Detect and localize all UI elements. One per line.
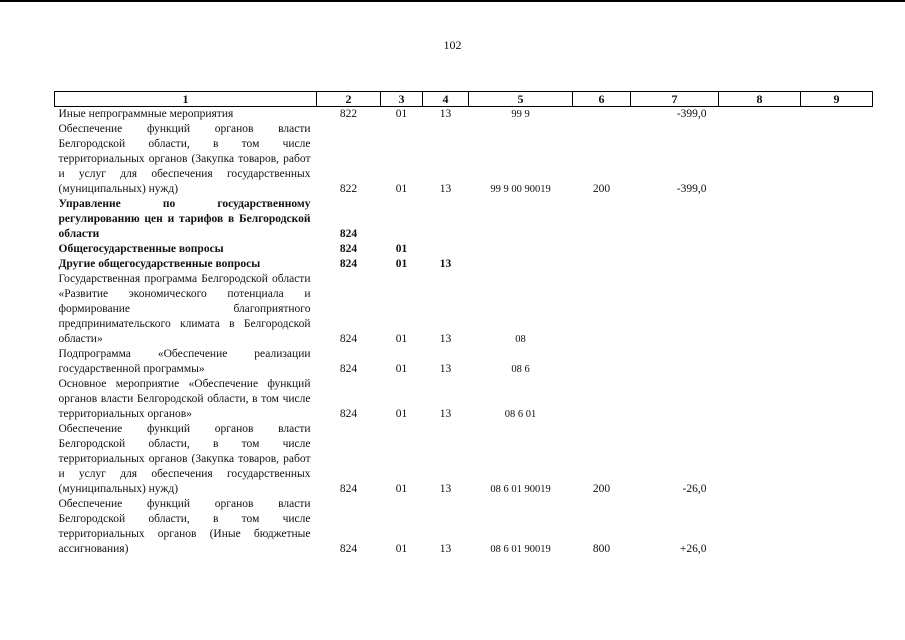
cell-section: 01 bbox=[395, 363, 408, 375]
cell-target bbox=[469, 242, 573, 257]
cell-target: 99 9 00 90019 bbox=[490, 184, 551, 195]
cell-subsection: 13 bbox=[439, 363, 452, 375]
cell-col9 bbox=[801, 122, 873, 197]
col-header-1: 1 bbox=[55, 92, 317, 107]
col-header-8: 8 bbox=[719, 92, 801, 107]
cell-ministry: 824 bbox=[339, 258, 358, 270]
cell-expense bbox=[573, 377, 631, 422]
cell-ministry: 824 bbox=[339, 363, 358, 375]
cell-name: Основное мероприятие «Обеспечение функций органов власти Белгородской области, в том числе территориальных органов» bbox=[58, 378, 311, 420]
cell-expense bbox=[573, 197, 631, 242]
cell-ministry: 824 bbox=[339, 483, 358, 495]
cell-col8 bbox=[719, 257, 801, 272]
cell-col8 bbox=[719, 197, 801, 242]
cell-col9 bbox=[801, 497, 873, 557]
col-header-9: 9 bbox=[801, 92, 873, 107]
col-header-3: 3 bbox=[381, 92, 423, 107]
cell-target: 99 9 bbox=[511, 109, 530, 120]
cell-target: 08 6 01 90019 bbox=[490, 544, 551, 555]
cell-subsection: 13 bbox=[439, 483, 452, 495]
cell-amount bbox=[631, 257, 719, 272]
cell-expense: 200 bbox=[592, 183, 611, 195]
cell-expense: 200 bbox=[592, 483, 611, 495]
table-row bbox=[55, 257, 873, 272]
cell-subsection bbox=[423, 242, 469, 257]
cell-amount bbox=[631, 377, 719, 422]
table-row bbox=[55, 122, 873, 197]
cell-subsection: 13 bbox=[439, 333, 452, 345]
cell-col9 bbox=[801, 242, 873, 257]
cell-target: 08 bbox=[515, 334, 526, 345]
cell-subsection: 13 bbox=[439, 183, 452, 195]
cell-name: Обеспечение функций органов власти Белгородской области, в том числе территориальных органов (Иные бюджетные ассигнования) bbox=[58, 498, 311, 555]
cell-section: 01 bbox=[395, 183, 408, 195]
cell-section bbox=[381, 197, 423, 242]
cell-subsection: 13 bbox=[439, 408, 452, 420]
cell-name: Иные непрограммные мероприятия bbox=[58, 108, 234, 120]
cell-section: 01 bbox=[395, 408, 408, 420]
cell-expense bbox=[573, 257, 631, 272]
cell-expense bbox=[573, 242, 631, 257]
cell-ministry: 822 bbox=[339, 183, 358, 195]
cell-expense bbox=[573, 272, 631, 347]
cell-col8 bbox=[719, 122, 801, 197]
cell-expense: 800 bbox=[592, 543, 611, 555]
col-header-2: 2 bbox=[317, 92, 381, 107]
cell-col8 bbox=[719, 347, 801, 377]
cell-col8 bbox=[719, 107, 801, 123]
cell-section: 01 bbox=[395, 243, 408, 255]
budget-table bbox=[54, 91, 873, 557]
cell-col8 bbox=[719, 242, 801, 257]
table-row bbox=[55, 497, 873, 557]
cell-col9 bbox=[801, 272, 873, 347]
cell-col9 bbox=[801, 257, 873, 272]
cell-subsection: 13 bbox=[439, 258, 452, 270]
cell-target: 08 6 01 90019 bbox=[490, 484, 551, 495]
cell-target: 08 6 bbox=[511, 364, 530, 375]
cell-section: 01 bbox=[395, 258, 408, 270]
cell-name: Обеспечение функций органов власти Белгородской области, в том числе территориальных органов (Закупка товаров, работ и услуг для обеспечения государственных (муниципальных) нужд) bbox=[58, 423, 311, 495]
cell-section: 01 bbox=[395, 333, 408, 345]
cell-name: Общегосударственные вопросы bbox=[58, 243, 224, 255]
cell-col9 bbox=[801, 107, 873, 123]
col-header-4: 4 bbox=[423, 92, 469, 107]
table-row bbox=[55, 197, 873, 242]
cell-ministry: 822 bbox=[339, 108, 358, 120]
cell-name: Управление по государственному регулированию цен и тарифов в Белгородской области bbox=[58, 198, 311, 240]
col-header-7: 7 bbox=[631, 92, 719, 107]
table-row bbox=[55, 377, 873, 422]
cell-amount bbox=[631, 272, 719, 347]
cell-section: 01 bbox=[395, 483, 408, 495]
col-header-5: 5 bbox=[469, 92, 573, 107]
table-row bbox=[55, 272, 873, 347]
cell-subsection: 13 bbox=[439, 108, 452, 120]
cell-amount: -399,0 bbox=[676, 183, 707, 195]
cell-ministry: 824 bbox=[339, 243, 358, 255]
cell-name: Обеспечение функций органов власти Белгородской области, в том числе территориальных органов (Закупка товаров, работ и услуг для обеспечения государственных (муниципальных) нужд) bbox=[58, 123, 311, 195]
cell-target: 08 6 01 bbox=[504, 409, 537, 420]
cell-col8 bbox=[719, 377, 801, 422]
cell-ministry: 824 bbox=[339, 228, 358, 240]
table-row bbox=[55, 347, 873, 377]
cell-name: Другие общегосударственные вопросы bbox=[58, 258, 261, 270]
cell-col8 bbox=[719, 497, 801, 557]
cell-name: Государственная программа Белгородской области «Развитие экономического потенциала и формирование благоприятного предпринимательского климата в Белгородской области» bbox=[58, 273, 311, 345]
col-header-6: 6 bbox=[573, 92, 631, 107]
cell-target bbox=[469, 197, 573, 242]
cell-col9 bbox=[801, 377, 873, 422]
cell-ministry: 824 bbox=[339, 543, 358, 555]
cell-col8 bbox=[719, 422, 801, 497]
cell-amount bbox=[631, 242, 719, 257]
cell-name: Подпрограмма «Обеспечение реализации государственной программы» bbox=[58, 348, 311, 375]
cell-amount: -399,0 bbox=[676, 108, 707, 120]
cell-subsection bbox=[423, 197, 469, 242]
table-row bbox=[55, 107, 873, 123]
cell-ministry: 824 bbox=[339, 408, 358, 420]
cell-amount: +26,0 bbox=[679, 543, 707, 555]
cell-subsection: 13 bbox=[439, 543, 452, 555]
cell-amount bbox=[631, 197, 719, 242]
cell-col9 bbox=[801, 347, 873, 377]
table-row bbox=[55, 242, 873, 257]
cell-col9 bbox=[801, 422, 873, 497]
cell-expense bbox=[573, 347, 631, 377]
cell-section: 01 bbox=[395, 543, 408, 555]
header-row bbox=[55, 92, 873, 107]
cell-amount: -26,0 bbox=[682, 483, 707, 495]
cell-col8 bbox=[719, 272, 801, 347]
table-row bbox=[55, 422, 873, 497]
cell-amount bbox=[631, 347, 719, 377]
cell-col9 bbox=[801, 197, 873, 242]
cell-target bbox=[469, 257, 573, 272]
cell-section: 01 bbox=[395, 108, 408, 120]
cell-ministry: 824 bbox=[339, 333, 358, 345]
cell-expense bbox=[573, 107, 631, 123]
page-number: 102 bbox=[443, 38, 462, 52]
top-border-line bbox=[0, 0, 905, 2]
